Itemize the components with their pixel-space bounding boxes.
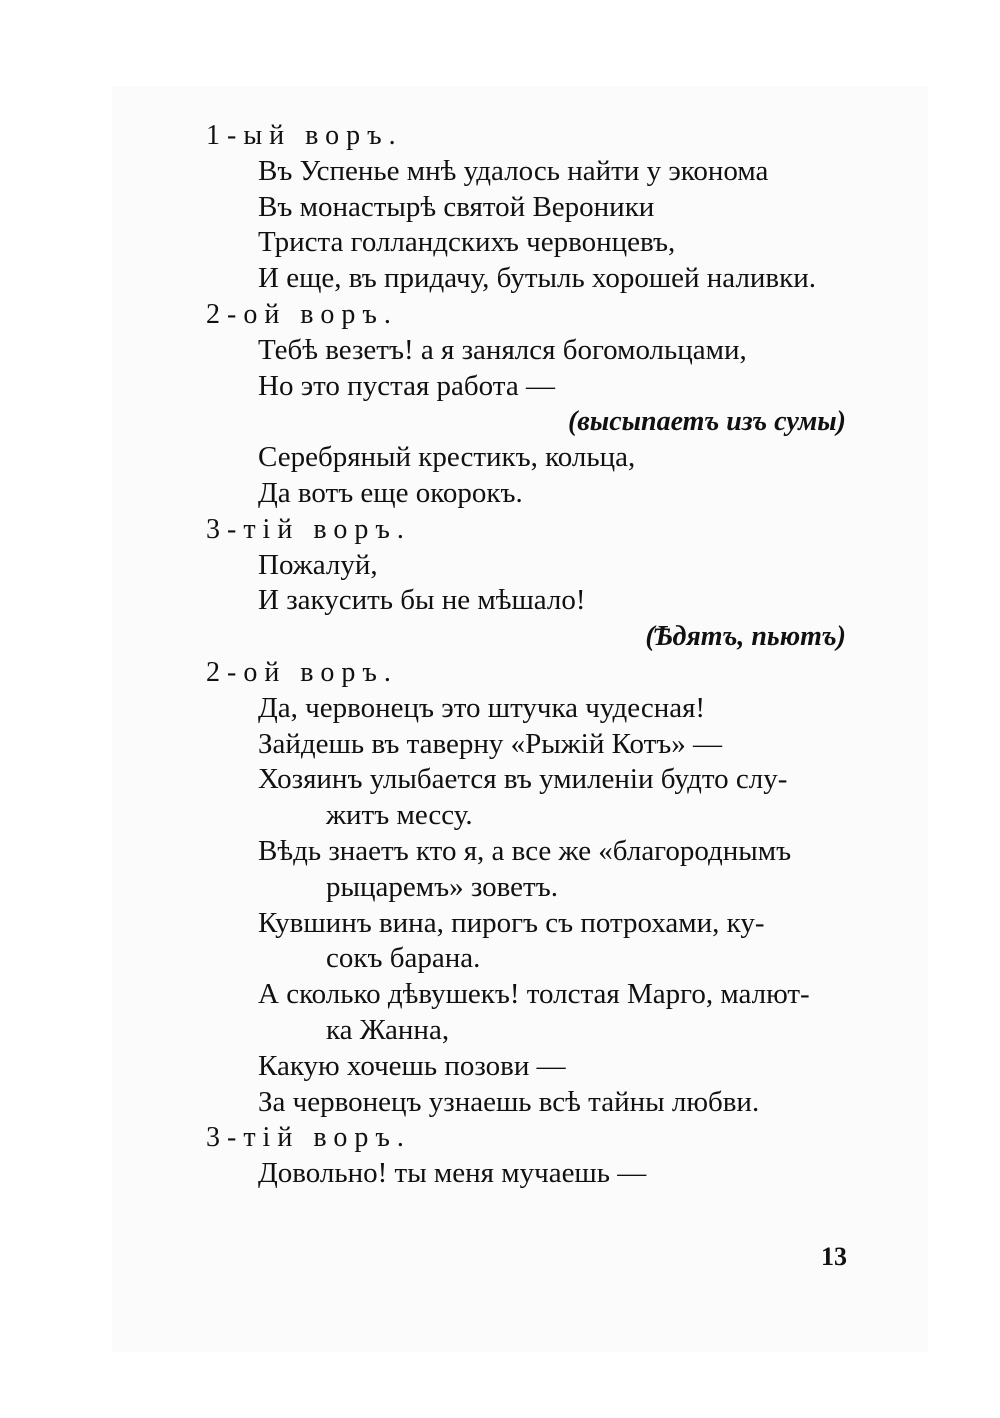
speaker-line: 3-тій воръ.: [206, 513, 411, 545]
verse-line: Да, червонецъ это штучка чудесная!: [258, 691, 706, 724]
verse-line: Вѣдь знаетъ кто я, а все же «благороднымъ: [258, 834, 792, 867]
verse-continuation: сокъ барана.: [326, 942, 481, 975]
stage-direction: (высыпаетъ изъ сумы): [567, 406, 846, 438]
verse-line: Тебѣ везетъ! а я занялся богомольцами,: [258, 333, 747, 366]
verse-line: Зайдешь въ таверну «Рыжій Котъ» —: [258, 727, 723, 760]
verse-line: Какую хочешь позови —: [258, 1049, 566, 1082]
verse-line: И закусить бы не мѣшало!: [258, 584, 586, 617]
verse-continuation: рыцаремъ» зоветъ.: [326, 870, 558, 903]
speaker-line: 3-тій воръ.: [206, 1122, 411, 1154]
verse-line: За червонецъ узнаешь всѣ тайны любви.: [258, 1085, 760, 1118]
verse-continuation: ка Жанна,: [326, 1013, 450, 1046]
play-text: [206, 118, 848, 1192]
verse-line: Въ монастырѣ святой Вероники: [258, 190, 655, 223]
verse-line: Довольно! ты меня мучаешь —: [258, 1157, 647, 1190]
page-number: 13: [821, 1242, 847, 1271]
verse-line: А сколько дѣвушекъ! толстая Марго, малют-: [258, 978, 810, 1011]
speaker-line: 1-ый воръ.: [206, 120, 403, 151]
verse-line: Пожалуй,: [258, 548, 378, 581]
verse-line: Триста голландскихъ червонцевъ,: [258, 226, 676, 259]
speaker-line: 2-ой воръ.: [206, 298, 398, 330]
verse-line: Серебряный крестикъ, кольца,: [258, 441, 636, 474]
verse-line: Кувшинъ вина, пирогъ съ потрохами, ку-: [258, 906, 765, 939]
verse-line: И еще, въ придачу, бутыль хорошей наливки.: [258, 262, 816, 295]
verse-line: Да вотъ еще окорокъ.: [258, 476, 523, 509]
speaker-line: 2-ой воръ.: [206, 656, 398, 688]
verse-line: Хозяинъ улыбается въ умиленіи будто слу-: [258, 763, 788, 796]
stage-direction: (Ѣдятъ, пьютъ): [645, 621, 846, 653]
verse-line: Въ Успенье мнѣ удалось найти у эконома: [258, 154, 769, 187]
verse-continuation: житъ мессу.: [326, 799, 473, 832]
verse-line: Но это пустая работа —: [258, 369, 555, 402]
